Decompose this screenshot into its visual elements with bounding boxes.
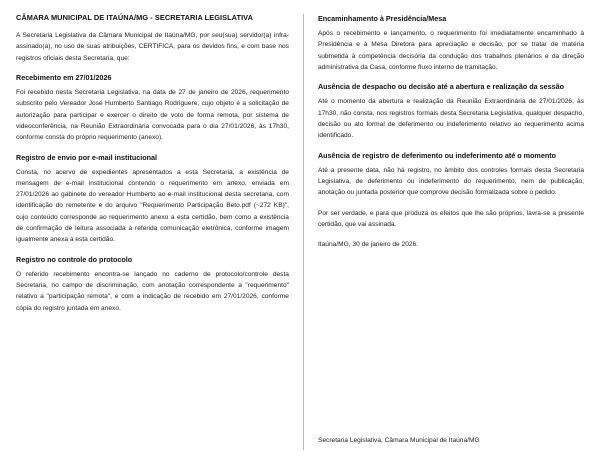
section-heading-registro-envio: Registro de envio por e-mail institucional (16, 152, 157, 162)
place-date: Itaúna/MG, 30 de janeiro de 2026. (317, 241, 419, 249)
section-heading-ausencia-despacho: Ausência de despacho ou decisão até a abertura e realização da sessão (317, 82, 565, 92)
left-column (16, 14, 303, 450)
section-heading-encaminhamento: Encaminhamento à Presidência/Mesa (317, 14, 447, 23)
section-heading-registro-protocolo: Registro no controle do protocolo (16, 254, 133, 264)
section-paragraph-recebimento: Foi recebido nesta Secretaria Legislativa, na data de 27 de janeiro de 2026, requerimento subscrito pelo Vereador José Humberto Santiago Rodriguere, cujo objeto é a solicitação de autorização para participar e exercer o direito de voto de forma remota, por sistema de videoconferência, na Reunião Extraordinária convocada para o dia 27/01/2026, às 17h30, conforme consta do próprio requerimento (anexo). (16, 88, 289, 142)
page-title: CÂMARA MUNICIPAL DE ITAÚNA/MG - SECRETARIA LEGISLATIVA (16, 13, 253, 22)
signature-line: Secretaria Legislativa, Câmara Municipal de Itaúna/MG (317, 437, 480, 444)
section-heading-recebimento: Recebimento em 27/01/2026 (16, 72, 112, 82)
section-paragraph-encaminhamento: Após o recebimento e lançamento, o requerimento foi imediatamente encaminhado à Presidência e à Mesa Diretora para apreciação e decisão, por se tratar de matéria submetida à competência decisória da condução dos trabalhos plenários e da direção administrativa da Casa, conforme fluxo interno de tramitação. (317, 30, 584, 71)
intro-paragraph: A Secretaria Legislativa da Câmara Municipal de Itaúna/MG, por seu(sua) servidor(a) infra-assinado(a), no uso de suas atribuições, CERTIFICA, para os devidos fins, e com base nos registros oficiais desta Secretaria, que: (16, 31, 289, 62)
section-paragraph-ausencia-despacho: Até o momento da abertura e realização da Reunião Extraordinária de 27/01/2026, às 17h30, não consta, nos registros formais desta Secretaria Legislativa, qualquer despacho, decisão ou ato formal de deferimento ou indeferimento relativo ao requerimento acima identificado. (317, 98, 584, 140)
section-paragraph-ausencia-registro: Até a presente data, não há registro, no âmbito dos controles formais desta Secretaria Legislativa, de deferimento ou indeferimento do requerimento, nem de publicação, anotação ou juntada posterior que comprove decisão formalizada sobre o pedido. (317, 166, 584, 197)
section-paragraph-registro-protocolo: O referido recebimento encontra-se lançado no caderno de protocolo/controle desta Secretaria, no campo de discriminação, com anotação correspondente a "requerimento" relativo a "participação remota", e com a indicação de recebido em 27/01/2026, conforme cópia do registro juntada em anexo. (16, 270, 289, 312)
right-column (304, 14, 584, 450)
closing-paragraph: Por ser verdade, e para que produza os efeitos que lhe são próprios, lavra-se a presente certidão, que vai assinada. (317, 209, 584, 228)
section-paragraph-registro-envio: Consta, no acervo de expedientes apresentados a esta Secretaria, a existência de mensagem de e-mail institucional contendo o requerimento em anexo, enviada em 27/01/2026 ao gabinete do vereador Humberto ao e-mail institucional desta secretaria, com identificação do remetente e do arquivo "Requerimento Participação Beto.pdf (~272 KB)", cujo conteúdo corresponde ao requerimento anexo a esta certidão, bem como a existência de confirmação de leitura associada à referida comunicação eletrônica, conforme imagem igualmente anexa a esta certidão. (16, 168, 289, 244)
section-heading-ausencia-registro: Ausência de registro de deferimento ou indeferimento até o momento (317, 150, 556, 160)
